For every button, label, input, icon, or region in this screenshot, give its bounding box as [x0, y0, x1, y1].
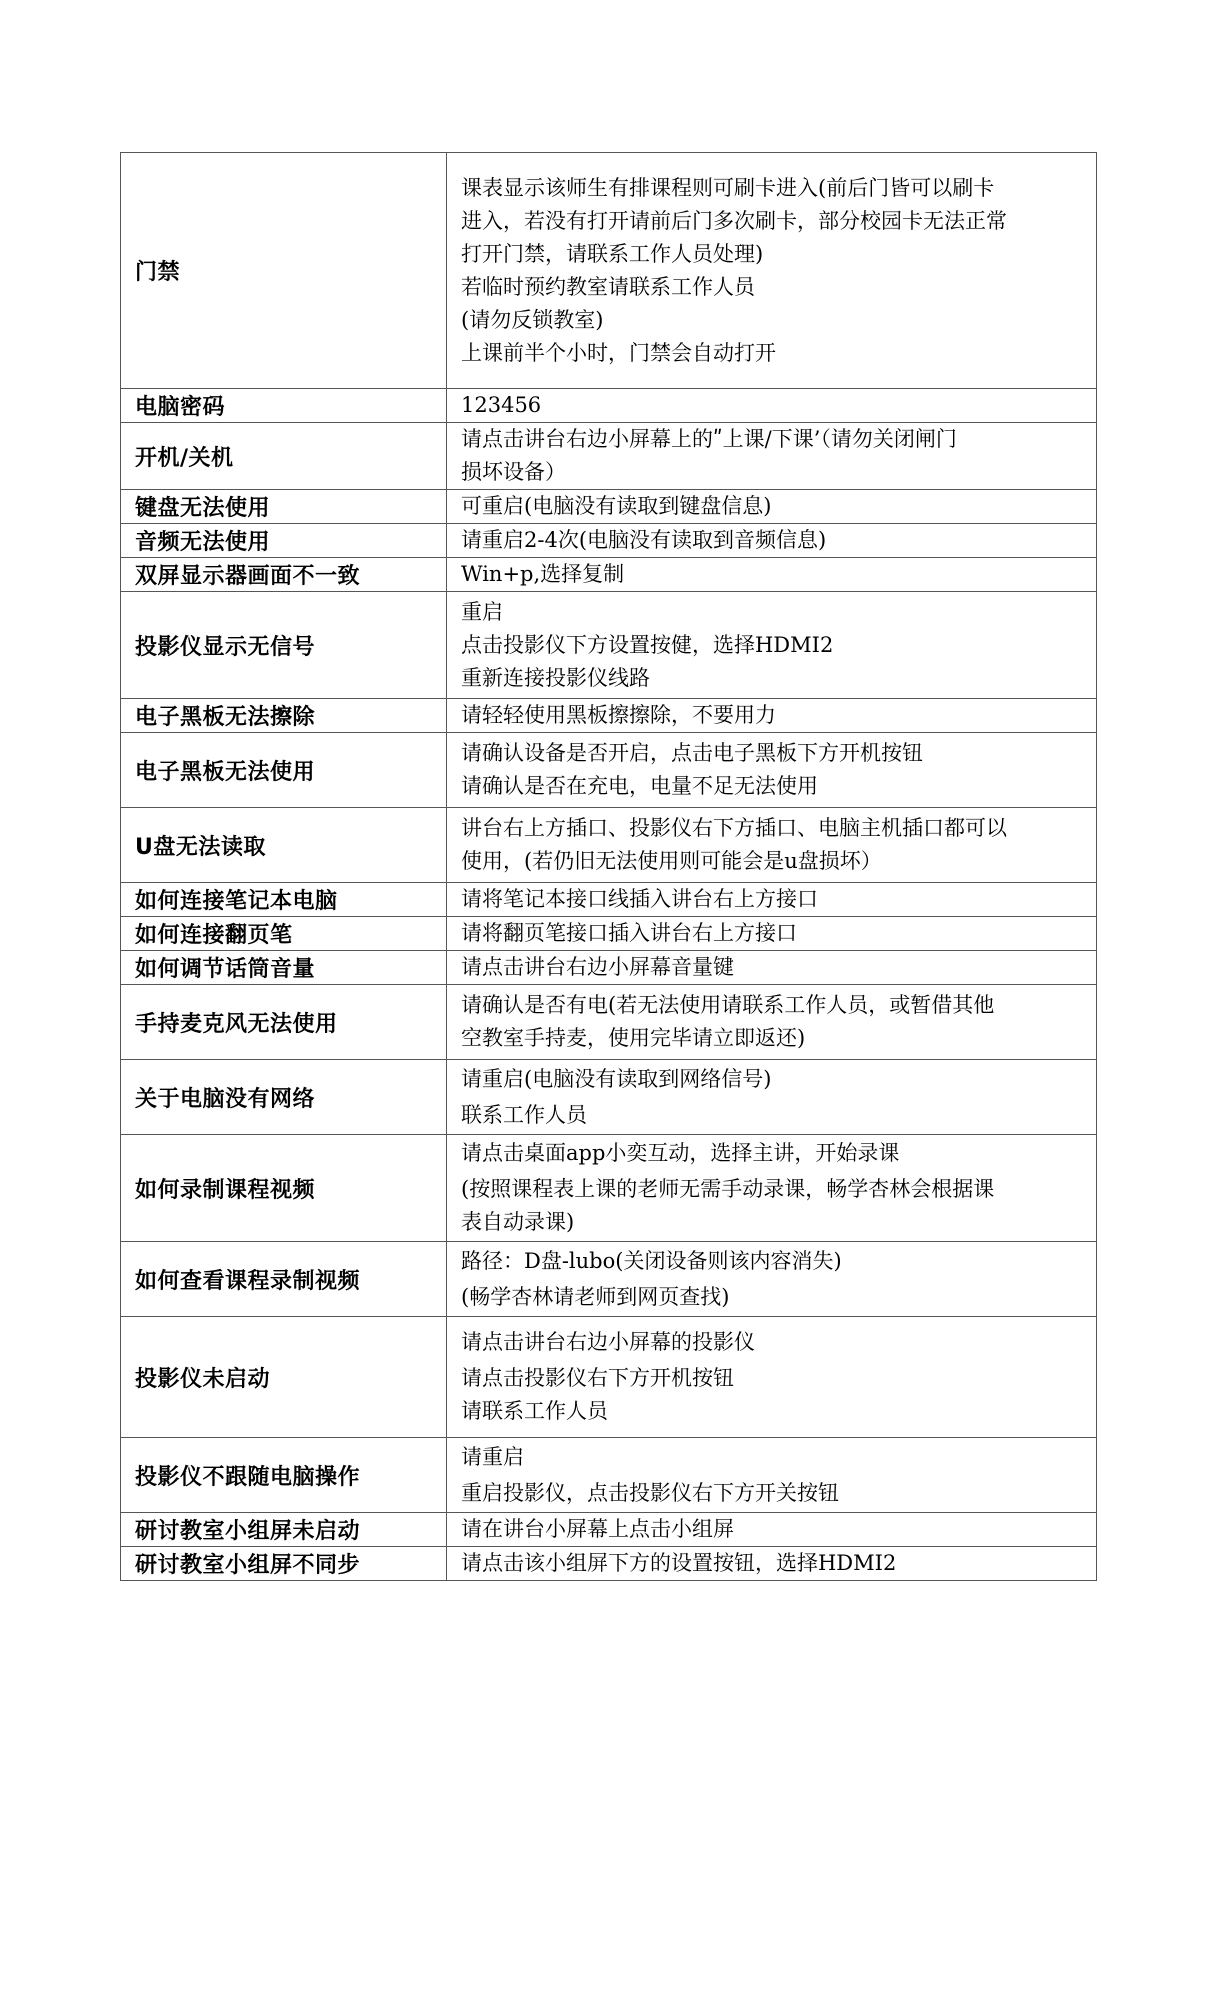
answer-line: 可重启(电脑没有读取到键盘信息) — [461, 494, 772, 518]
answer-cell — [447, 733, 1097, 808]
answer-cell — [447, 153, 1097, 389]
table-row — [121, 1242, 1097, 1317]
table-row — [121, 883, 1097, 917]
answer-line: 请点击讲台右边小屏幕上的ʺ上课/下课’（请勿关闭闸门 — [461, 427, 957, 451]
answer-line: 请确认是否在充电，电量不足无法使用 — [461, 774, 818, 798]
answer-line: (畅学杏林请老师到网页查找) — [461, 1284, 730, 1309]
answer-line: 打开门禁，请联系工作人员处理) — [461, 241, 764, 266]
answer-cell — [447, 592, 1097, 699]
answer-line: 请点击桌面app小奕互动，选择主讲，开始录课 — [461, 1141, 900, 1165]
answer-line: Win+p,选择复制 — [461, 562, 625, 586]
answer-cell — [447, 1242, 1097, 1317]
table-row — [121, 1547, 1097, 1581]
question-cell: 手持麦克风无法使用 — [121, 985, 447, 1060]
answer-line: 重新连接投影仪线路 — [461, 665, 650, 690]
answer-line: 上课前半个小时，门禁会自动打开 — [461, 340, 776, 365]
question-cell: 投影仪显示无信号 — [121, 592, 447, 699]
table-row — [121, 558, 1097, 592]
table-row — [121, 917, 1097, 951]
answer-line: 重启 — [461, 599, 503, 624]
answer-cell — [447, 808, 1097, 883]
table-row — [121, 733, 1097, 808]
answer-line: 123456 — [461, 393, 542, 417]
answer-line: 请将笔记本接口线插入讲台右上方接口 — [461, 887, 818, 911]
answer-cell — [447, 423, 1097, 490]
answer-line: 使用，(若仍旧无法使用则可能会是u盘损坏） — [461, 849, 882, 873]
answer-cell — [447, 985, 1097, 1060]
answer-cell — [447, 490, 1097, 524]
answer-line: 表自动录课) — [461, 1210, 575, 1234]
answer-line: 路径：D盘-lubo(关闭设备则该内容消失) — [461, 1248, 842, 1273]
answer-line: 请确认是否有电(若无法使用请联系工作人员，或暂借其他 — [461, 993, 995, 1017]
answer-line: 点击投影仪下方设置按健，选择HDMI2 — [461, 632, 834, 657]
question-cell: 如何录制课程视频 — [121, 1135, 447, 1242]
question-cell: 门禁 — [121, 153, 447, 389]
answer-cell — [447, 558, 1097, 592]
answer-cell — [447, 1317, 1097, 1438]
table-row — [121, 524, 1097, 558]
answer-line: 课表显示该师生有排课程则可刷卡进入(前后门皆可以刷卡 — [461, 175, 995, 200]
answer-line: 若临时预约教室请联系工作人员 — [461, 274, 755, 299]
answer-line: (按照课程表上课的老师无需手动录课，畅学杏林会根据课 — [461, 1177, 995, 1201]
answer-cell — [447, 1513, 1097, 1547]
answer-line: 请在讲台小屏幕上点击小组屏 — [461, 1517, 734, 1541]
question-cell: U盘无法读取 — [121, 808, 447, 883]
table-row — [121, 153, 1097, 389]
answer-line: 请轻轻使用黑板擦擦除，不要用力 — [461, 703, 776, 727]
answer-line: 请点击投影仪右下方开机按钮 — [461, 1366, 734, 1390]
answer-cell — [447, 917, 1097, 951]
answer-line: 请点击讲台右边小屏幕的投影仪 — [461, 1330, 755, 1354]
answer-cell — [447, 699, 1097, 733]
answer-cell — [447, 1135, 1097, 1242]
question-cell: 电子黑板无法擦除 — [121, 699, 447, 733]
question-cell: 音频无法使用 — [121, 524, 447, 558]
answer-line: 请确认设备是否开启，点击电子黑板下方开机按钮 — [461, 741, 923, 765]
question-cell: 如何调节话筒音量 — [121, 951, 447, 985]
answer-line: 空教室手持麦，使用完毕请立即返还) — [461, 1026, 806, 1050]
question-cell: 研讨教室小组屏未启动 — [121, 1513, 447, 1547]
table-row — [121, 985, 1097, 1060]
answer-cell — [447, 1060, 1097, 1135]
answer-line: 请联系工作人员 — [461, 1399, 608, 1423]
answer-line: 请重启 — [461, 1444, 524, 1469]
table-row — [121, 808, 1097, 883]
answer-cell — [447, 389, 1097, 423]
question-cell: 双屏显示器画面不一致 — [121, 558, 447, 592]
question-cell: 键盘无法使用 — [121, 490, 447, 524]
answer-line: (请勿反锁教室) — [461, 307, 604, 332]
answer-line: 请点击讲台右边小屏幕音量键 — [461, 955, 734, 979]
answer-line: 进入，若没有打开请前后门多次刷卡，部分校园卡无法正常 — [461, 208, 1007, 233]
table-row — [121, 592, 1097, 699]
answer-line: 请重启(电脑没有读取到网络信号) — [461, 1066, 772, 1091]
answer-cell — [447, 1438, 1097, 1513]
question-cell: 如何连接笔记本电脑 — [121, 883, 447, 917]
table-row — [121, 1060, 1097, 1135]
answer-line: 联系工作人员 — [461, 1102, 587, 1127]
question-cell: 关于电脑没有网络 — [121, 1060, 447, 1135]
faq-table — [120, 152, 1097, 1581]
question-cell: 开机/关机 — [121, 423, 447, 490]
question-cell: 投影仪不跟随电脑操作 — [121, 1438, 447, 1513]
table-row — [121, 389, 1097, 423]
question-cell: 如何连接翻页笔 — [121, 917, 447, 951]
table-row — [121, 1135, 1097, 1242]
table-row — [121, 1438, 1097, 1513]
table-row — [121, 423, 1097, 490]
answer-cell — [447, 524, 1097, 558]
answer-line: 请重启2-4次(电脑没有读取到音频信息) — [461, 528, 827, 552]
answer-cell — [447, 883, 1097, 917]
answer-line: 损坏设备） — [461, 460, 566, 484]
question-cell: 研讨教室小组屏不同步 — [121, 1547, 447, 1581]
question-cell: 投影仪未启动 — [121, 1317, 447, 1438]
question-cell: 电脑密码 — [121, 389, 447, 423]
table-row — [121, 951, 1097, 985]
answer-cell — [447, 1547, 1097, 1581]
table-row — [121, 1317, 1097, 1438]
table-row — [121, 490, 1097, 524]
answer-line: 讲台右上方插口、投影仪右下方插口、电脑主机插口都可以 — [461, 816, 1007, 840]
table-row — [121, 1513, 1097, 1547]
answer-line: 请将翻页笔接口插入讲台右上方接口 — [461, 921, 797, 945]
question-cell: 电子黑板无法使用 — [121, 733, 447, 808]
answer-line: 请点击该小组屏下方的设置按钮，选择HDMI2 — [461, 1551, 897, 1575]
table-row — [121, 699, 1097, 733]
answer-line: 重启投影仪，点击投影仪右下方开关按钮 — [461, 1480, 839, 1505]
answer-cell — [447, 951, 1097, 985]
question-cell: 如何查看课程录制视频 — [121, 1242, 447, 1317]
